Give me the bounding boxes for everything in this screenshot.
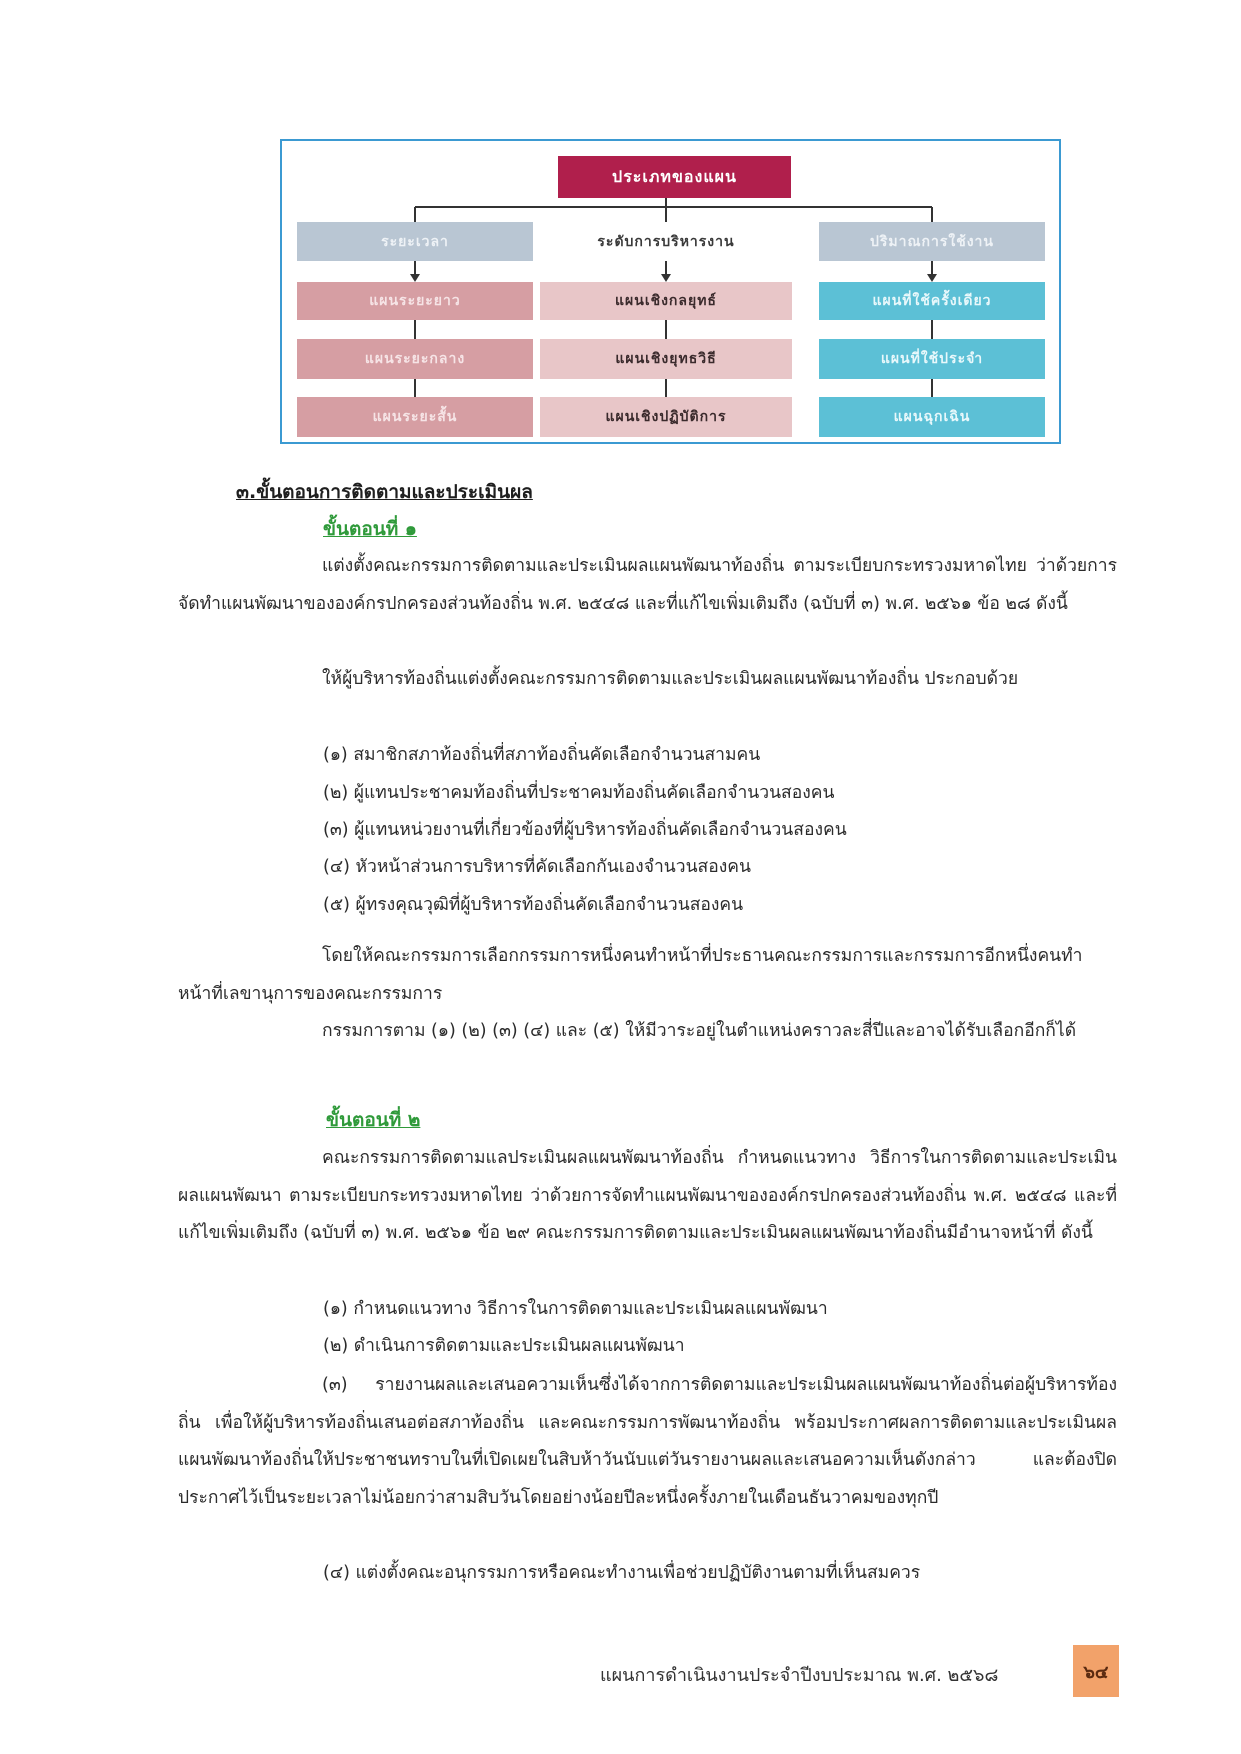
plan-long-term: แผนระยะยาว xyxy=(297,282,533,320)
step1-item-3: (๓) ผู้แทนหน่วยงานที่เกี่ยวข้องที่ผู้บริหารท้องถิ่นคัดเลือกจำนวนสองคน xyxy=(323,820,847,840)
step2-item-3: (๓) รายงานผลและเสนอความเห็นซึ่งได้จากการติดตามและประเมินผลแผนพัฒนาท้องถิ่นต่อผู้บริหารท้องถิ่น เพื่อให้ผู้บริหารท้องถิ่นเสนอต่อสภาท้องถิ่น และคณะกรรมการพัฒนาท้องถิ่น พร้อมประกาศผลการติดตามและประเมินผลแผนพัฒนาท้องถิ่นให้ประชาชนทราบในที่เปิดเผยในสิบห้าวันนับแต่วันรายงานผลและเสนอความเห็นดังกล่าว และต้องปิดประกาศไว้เป็นระยะเวลาไม่น้อยกว่าสามสิบวันโดยอย่างน้อยปีละหนึ่งครั้งภายในเดือนธันวาคมของทุกปี xyxy=(178,1375,1117,1508)
step1-paragraph-4: กรรมการตาม (๑) (๒) (๓) (๔) และ (๕) ให้มีวาระอยู่ในตำแหน่งคราวละสี่ปีและอาจได้รับเลือกอีกก็ได้ xyxy=(322,1021,1077,1041)
plan-strategic: แผนเชิงกลยุทธ์ xyxy=(540,282,792,320)
step1-item-5: (๕) ผู้ทรงคุณวุฒิที่ผู้บริหารท้องถิ่นคัดเลือกจำนวนสองคน xyxy=(323,895,744,915)
plan-tactical: แผนเชิงยุทธวิธี xyxy=(540,339,792,379)
plan-standing: แผนที่ใช้ประจำ xyxy=(819,339,1045,379)
step1-paragraph-3: โดยให้คณะกรรมการเลือกกรรมการหนึ่งคนทำหน้าที่ประธานคณะกรรมการและกรรมการอีกหนึ่งคนทำหน้าที่เลขานุการของคณะกรรมการ xyxy=(178,946,1083,1004)
plan-single-use: แผนที่ใช้ครั้งเดียว xyxy=(819,282,1045,320)
category-management-level: ระดับการบริหารงาน xyxy=(597,233,735,250)
step2-paragraph-1: คณะกรรมการติดตามแลประเมินผลแผนพัฒนาท้องถิ่น กำหนดแนวทาง วิธีการในการติดตามและประเมินผลแผนพัฒนา ตามระเบียบกระทรวงมหาดไทย ว่าด้วยการจัดทำแผนพัฒนาขององค์กรปกครองส่วนท้องถิ่น พ.ศ. ๒๕๔๘ และที่แก้ไขเพิ่มเติมถึง (ฉบับที่ ๓) พ.ศ. ๒๕๖๑ ข้อ ๒๙ คณะกรรมการติดตามและประเมินผลแผนพัฒนาท้องถิ่นมีอำนาจหน้าที่ ดังนี้ xyxy=(178,1148,1117,1243)
step1-item-1: (๑) สมาชิกสภาท้องถิ่นที่สภาท้องถิ่นคัดเลือกจำนวนสามคน xyxy=(323,745,761,765)
step1-paragraph-2: ให้ผู้บริหารท้องถิ่นแต่งตั้งคณะกรรมการติดตามและประเมินผลแผนพัฒนาท้องถิ่น ประกอบด้วย xyxy=(322,669,1019,689)
footer-title: แผนการดำเนินงานประจำปีงบประมาณ พ.ศ. ๒๕๖๘ xyxy=(600,1665,999,1686)
category-usage: ปริมาณการใช้งาน xyxy=(819,222,1045,261)
step2-item-4: (๔) แต่งตั้งคณะอนุกรรมการหรือคณะทำงานเพื่อช่วยปฏิบัติงานตามที่เห็นสมควร xyxy=(323,1563,921,1583)
step1-item-4: (๔) หัวหน้าส่วนการบริหารที่คัดเลือกกันเองจำนวนสองคน xyxy=(323,857,751,877)
plan-contingency: แผนฉุกเฉิน xyxy=(819,397,1045,437)
plan-operational: แผนเชิงปฏิบัติการ xyxy=(540,397,792,437)
plan-types-diagram xyxy=(280,139,1061,444)
page-number: ๖๔ xyxy=(1073,1645,1119,1697)
section-heading: ๓.ขั้นตอนการติดตามและประเมินผล xyxy=(236,481,533,503)
plan-short-term: แผนระยะสั้น xyxy=(297,397,533,437)
step1-title: ขั้นตอนที่ ๑ xyxy=(323,518,417,540)
step1-item-2: (๒) ผู้แทนประชาคมท้องถิ่นที่ประชาคมท้องถิ่นคัดเลือกจำนวนสองคน xyxy=(323,783,835,803)
step1-paragraph-1: แต่งตั้งคณะกรรมการติดตามและประเมินผลแผนพัฒนาท้องถิ่น ตามระเบียบกระทรวงมหาดไทย ว่าด้วยการจัดทำแผนพัฒนาขององค์กรปกครองส่วนท้องถิ่น พ.ศ. ๒๕๔๘ และที่แก้ไขเพิ่มเติมถึง (ฉบับที่ ๓) พ.ศ. ๒๕๖๑ ข้อ ๒๘ ดังนี้ xyxy=(178,556,1117,614)
step2-item-2: (๒) ดำเนินการติดตามและประเมินผลแผนพัฒนา xyxy=(323,1336,685,1356)
category-duration: ระยะเวลา xyxy=(297,222,533,261)
step2-title: ขั้นตอนที่ ๒ xyxy=(326,1109,421,1131)
root-node: ประเภทของแผน xyxy=(558,156,791,198)
plan-mid-term: แผนระยะกลาง xyxy=(297,339,533,379)
step2-item-1: (๑) กำหนดแนวทาง วิธีการในการติดตามและประเมินผลแผนพัฒนา xyxy=(323,1299,828,1319)
